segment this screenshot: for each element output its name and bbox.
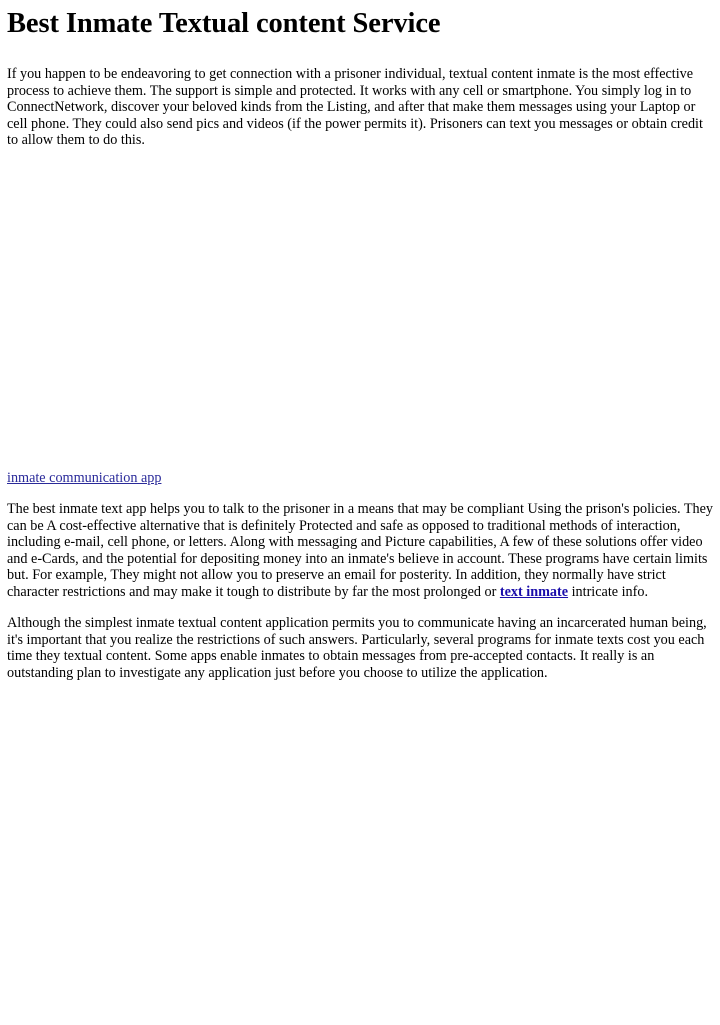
paragraph-intro: If you happen to be endeavoring to get connection with a prisoner individual, textual content inmate is the most effective process to achieve them. The support is simple and protected. It works with any cell or smartphone. You simply log in to ConnectNetwork, discover your beloved kinds from the Listing, and after that make them messages using your Laptop or cell phone. They could also send pics and videos (if the power permits it). Prisoners can text you messages or obtain credit to allow them to do this.	[7, 66, 703, 148]
link-line	[7, 470, 713, 487]
page-title: Best Inmate Textual content Service	[7, 8, 441, 39]
inmate-communication-app-link[interactable]: inmate communication app	[7, 469, 162, 486]
paragraph-text-app-before: The best inmate text app helps you to talk to the prisoner in a means that may be compliant Using the prison's policies. They can be A cost-effective alternative that is definitely Protected and safe as opposed to traditional methods of interaction, including e-mail, cell phone, or letters. Along with messaging and Picture capabilities, A few of these solutions offer video and e-Cards, and the potential for depositing money into an inmate's believe in account. These programs have certain limits but. For example, They might not allow you to preserve an email for posterity. In addition, they normally have strict character restrictions and may make it tough to distribute by far the most prolonged or	[7, 501, 714, 600]
article	[0, 7, 713, 681]
paragraph-text-app	[7, 501, 713, 600]
paragraph-restrictions: Although the simplest inmate textual content application permits you to communicate having an incarcerated human being, it's important that you realize the restrictions of such answers. Particularly, several programs for inmate texts cost you each time they textual content. Some apps enable inmates to obtain messages from pre-accepted contacts. It really is an outstanding plan to investigate any application just before you choose to utilize the application.	[7, 615, 707, 681]
blank-space	[7, 149, 713, 470]
text-inmate-link[interactable]: text inmate	[499, 583, 569, 600]
paragraph-text-app-after: intricate info.	[568, 583, 649, 600]
